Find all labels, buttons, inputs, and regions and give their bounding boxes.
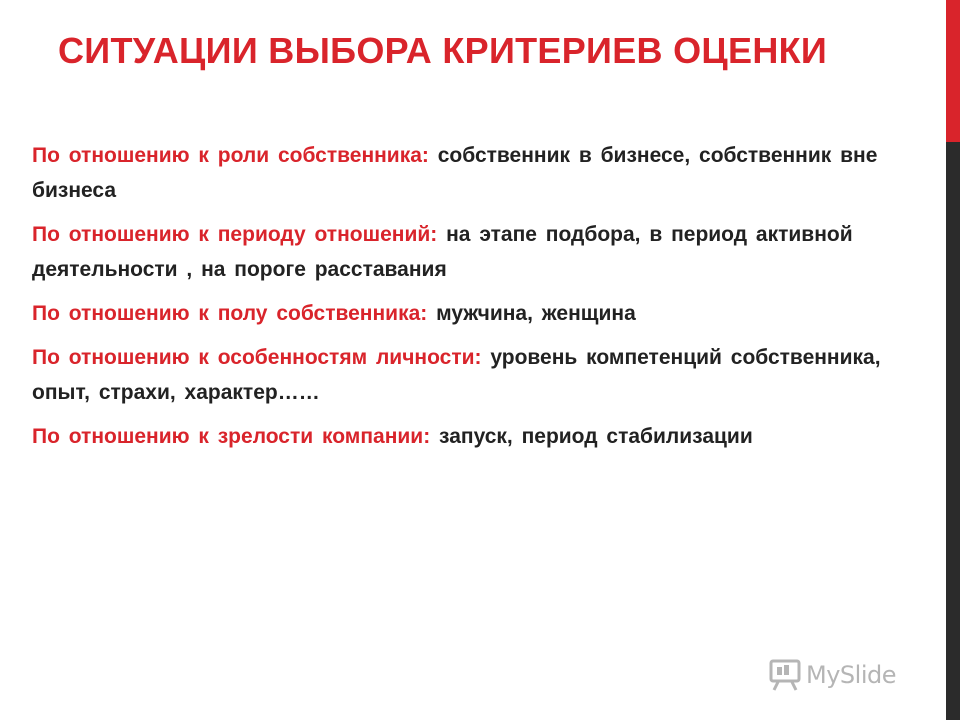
item-text: уровень компетенций собственника, опыт, страхи, характер…… (32, 346, 881, 404)
item-text: мужчина, женщина (427, 302, 636, 325)
list-item (32, 296, 922, 331)
myslide-logo-icon (768, 658, 802, 692)
list-item (32, 217, 922, 287)
logo-text: MySlide (806, 661, 896, 689)
item-text: на этапе подбора, в период активной деятельности , на пороге расставания (32, 223, 853, 281)
item-lead: По отношению к зрелости компании: (32, 425, 431, 448)
item-text: собственник в бизнесе, собственник вне бизнеса (32, 144, 878, 202)
list-item (32, 138, 922, 208)
item-lead: По отношению к особенностям личности: (32, 346, 482, 369)
myslide-logo (768, 656, 896, 694)
slide-title: СИТУАЦИИ ВЫБОРА КРИТЕРИЕВ ОЦЕНКИ (58, 30, 828, 71)
item-text: запуск, период стабилизации (430, 425, 753, 448)
right-edge-accent (946, 0, 960, 142)
item-lead: По отношению к роли собственника: (32, 144, 429, 167)
list-item (32, 340, 922, 410)
item-lead: По отношению к периоду отношений: (32, 223, 438, 246)
item-lead: По отношению к полу собственника: (32, 302, 428, 325)
criteria-list (32, 138, 922, 463)
list-item (32, 419, 922, 454)
